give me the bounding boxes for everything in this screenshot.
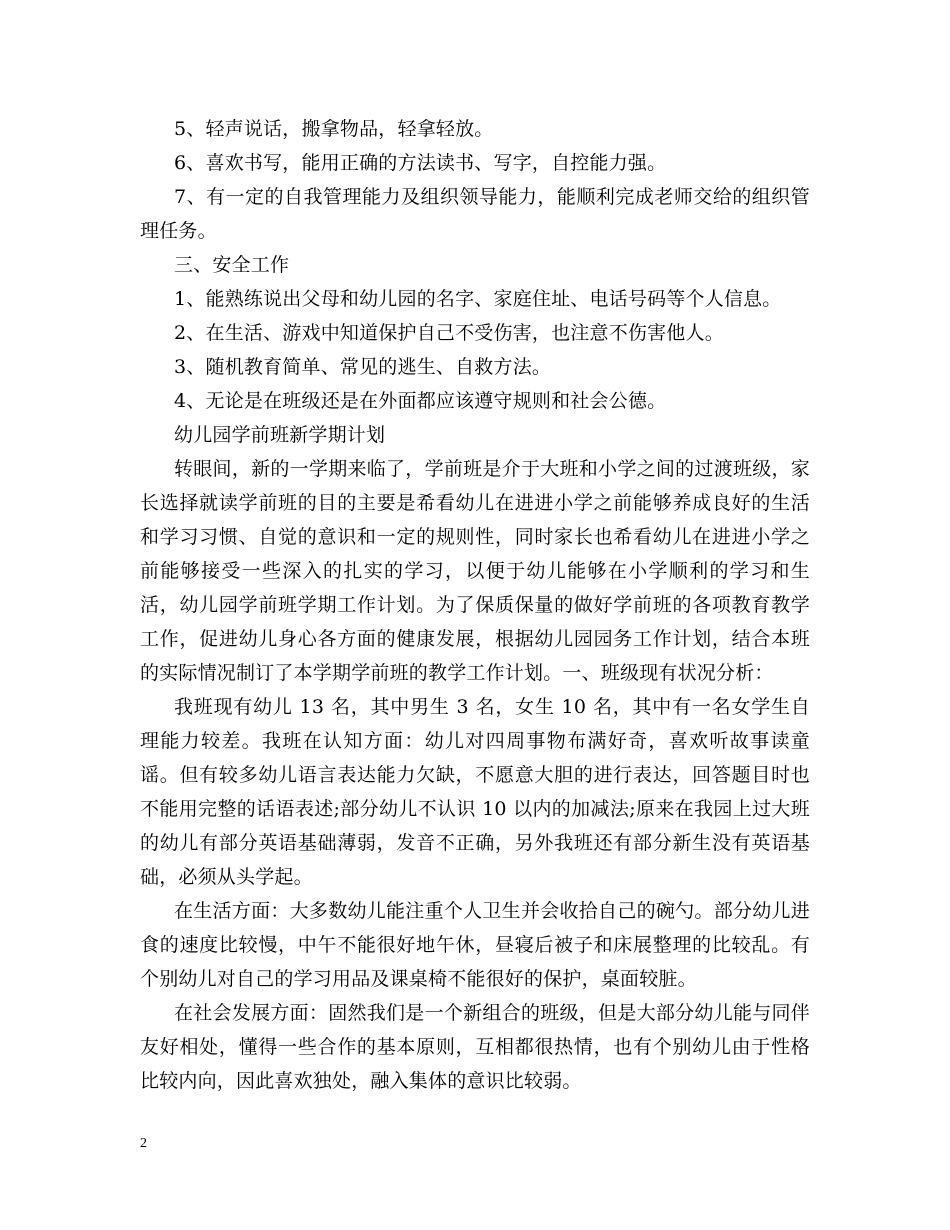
safety-item-1: 1、能熟练说出父母和幼儿园的名字、家庭住址、电话号码等个人信息。: [174, 288, 782, 310]
safety-item-4: 4、无论是在班级还是在外面都应该遵守规则和社会公德。: [174, 390, 667, 412]
section-heading-safety: 三、安全工作: [174, 254, 290, 276]
document-body: [140, 112, 810, 1098]
social-aspect-paragraph: 在社会发展方面：固然我们是一个新组合的班级，但是大部分幼儿能与同伴友好相处，懂得一些合作的基本原则，互相都很热情，也有个别幼儿由于性格比较内向，因此喜欢独处，融入集体的意识比较弱。: [140, 1002, 810, 1092]
document-subtitle: 幼儿园学前班新学期计划: [174, 424, 386, 446]
class-status-paragraph: 我班现有幼儿 13 名，其中男生 3 名，女生 10 名，其中有一名女学生自理能力较差。我班在认知方面：幼儿对四周事物布满好奇，喜欢听故事读童谣。但有较多幼儿语言表达能力欠缺，不愿意大胆的进行表达，回答题目时也不能用完整的话语表述;部分幼儿不认识 10 以内的加减法;原来在我园上过大班的幼儿有部分英语基础薄弱，发音不正确，另外我班还有部分新生没有英语基础，必须从头学起。: [140, 696, 810, 888]
list-item-7: 7、有一定的自我管理能力及组织领导能力，能顺利完成老师交给的组织管理任务。: [140, 186, 810, 242]
intro-paragraph: 转眼间，新的一学期来临了，学前班是介于大班和小学之间的过渡班级，家长选择就读学前班的目的主要是希看幼儿在进进小学之前能够养成良好的生活和学习习惯、自觉的意识和一定的规则性，同时家长也希看幼儿在进进小学之前能够接受一些深入的扎实的学习，以便于幼儿能够在小学顺利的学习和生活，幼儿园学前班学期工作计划。为了保质保量的做好学前班的各项教育教学工作，促进幼儿身心各方面的健康发展，根据幼儿园园务工作计划，结合本班的实际情况制订了本学期学前班的教学工作计划。一、班级现有状况分析：: [140, 458, 810, 684]
list-item-5: 5、轻声说话，搬拿物品，轻拿轻放。: [174, 118, 494, 140]
life-aspect-paragraph: 在生活方面：大多数幼儿能注重个人卫生并会收拾自己的碗勺。部分幼儿进食的速度比较慢，中午不能很好地午休，昼寝后被子和床展整理的比较乱。有个别幼儿对自己的学习用品及课桌椅不能很好的保护，桌面较脏。: [140, 900, 810, 990]
list-item-6: 6、喜欢书写，能用正确的方法读书、写字，自控能力强。: [174, 152, 667, 174]
safety-item-2: 2、在生活、游戏中知道保护自己不受伤害，也注意不伤害他人。: [174, 322, 724, 344]
page-number: 2: [140, 1136, 147, 1151]
safety-item-3: 3、随机教育简单、常见的逃生、自救方法。: [174, 356, 552, 378]
